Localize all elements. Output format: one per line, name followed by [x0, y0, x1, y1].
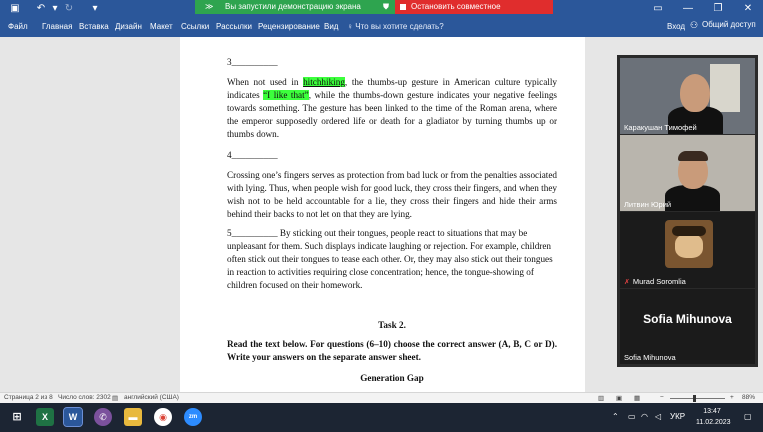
- excel-icon[interactable]: X: [36, 408, 54, 426]
- p1-text-a: When not used in: [227, 77, 304, 87]
- restore-button[interactable]: ❐: [713, 3, 723, 14]
- clock-time: 13:47: [703, 408, 721, 415]
- language-indicator[interactable]: английский (США): [124, 394, 179, 401]
- network-icon[interactable]: ▭: [628, 412, 636, 421]
- participant-tile[interactable]: [620, 135, 755, 211]
- system-clock[interactable]: [696, 406, 731, 428]
- person-icon: ⚇: [690, 20, 699, 30]
- zoom-slider[interactable]: [670, 398, 725, 399]
- redo-icon[interactable]: ↻: [64, 3, 74, 14]
- ribbon-tabs: [0, 17, 763, 37]
- sign-in-link[interactable]: Вход: [667, 22, 686, 31]
- task-heading: Task 2.: [378, 320, 406, 330]
- notifications-icon[interactable]: ▢: [744, 412, 752, 421]
- zoom-app-icon[interactable]: zm: [184, 408, 202, 426]
- p1-text-c: , while the thumbs-down gesture indicates your negative feelings towards something. The gesture has been linked to the time of the Roman arena, where the emperor supposedly ordered life or death for a gladiator by turning thumbs up or thumbs down.: [227, 90, 557, 139]
- tab-insert[interactable]: Вставка: [79, 22, 109, 31]
- word-count[interactable]: Число слов: 2302: [58, 394, 111, 401]
- volume-icon[interactable]: ◁: [655, 412, 662, 421]
- participant-tile[interactable]: [620, 212, 755, 288]
- document-page[interactable]: [180, 37, 585, 392]
- tab-mailings[interactable]: Рассылки: [216, 22, 252, 31]
- wifi-icon[interactable]: ◠: [641, 412, 648, 421]
- status-bar: [0, 392, 763, 403]
- highlight-i-like-that: “I like that”: [263, 90, 309, 100]
- wall-panel: [710, 64, 740, 112]
- viber-icon[interactable]: ✆: [94, 408, 112, 426]
- title-bar: [0, 0, 763, 17]
- mic-muted-icon: ✗: [624, 279, 630, 286]
- stop-share-label: Остановить совместное: [411, 2, 501, 11]
- collapse-icon[interactable]: ≫: [205, 2, 214, 11]
- stop-icon: [400, 4, 406, 10]
- ribbon-options-icon[interactable]: ▭: [653, 3, 663, 14]
- participant-tile[interactable]: [620, 58, 755, 134]
- avatar: [665, 220, 713, 268]
- task-instructions: Read the text below. For questions (6–10) choose the correct answer (A, B, C or D). Write your answers on the separate answer sheet.: [227, 339, 557, 362]
- participant-name: Murad Soromlia: [632, 277, 686, 286]
- minimize-button[interactable]: —: [683, 3, 693, 14]
- word-icon[interactable]: W: [64, 408, 82, 426]
- save-icon[interactable]: ▣: [10, 3, 20, 14]
- print-layout-icon[interactable]: ▣: [616, 395, 623, 402]
- share-button[interactable]: [690, 20, 756, 29]
- lightbulb-icon: ♀: [347, 22, 356, 31]
- zoom-slider-thumb[interactable]: [693, 395, 696, 402]
- tell-me-label: Что вы хотите сделать?: [355, 22, 444, 31]
- tab-home[interactable]: Главная: [42, 22, 73, 31]
- input-language[interactable]: УКР: [670, 412, 686, 421]
- file-explorer-icon[interactable]: ▬: [124, 408, 142, 426]
- participant-display-name: Sofia Mihunova: [643, 312, 732, 326]
- taskbar: [0, 403, 763, 432]
- read-mode-icon[interactable]: ▥: [598, 395, 605, 402]
- zoom-in-button[interactable]: +: [730, 394, 734, 401]
- tab-review[interactable]: Рецензирование: [258, 22, 320, 31]
- customize-toolbar-icon[interactable]: ▾: [92, 3, 98, 14]
- chrome-icon[interactable]: ◉: [154, 408, 172, 426]
- participant-name: Каракушан Тимофей: [624, 123, 697, 132]
- tab-references[interactable]: Ссылки: [181, 22, 210, 31]
- close-button[interactable]: ✕: [743, 3, 753, 14]
- screen-share-text: Вы запустили демонстрацию экрана: [225, 2, 361, 11]
- highlight-hitchhiking: hitchhiking: [303, 77, 345, 87]
- share-label: Общий доступ: [702, 20, 756, 29]
- paragraph-thumbs: [227, 76, 557, 141]
- proofing-icon[interactable]: ▤: [112, 395, 119, 402]
- participant-name: Литвин Юрий: [624, 200, 672, 209]
- tab-design[interactable]: Дизайн: [115, 22, 142, 31]
- question-3-label: 3__________: [227, 57, 278, 67]
- tab-file[interactable]: Файл: [8, 22, 28, 31]
- participant-tile[interactable]: [620, 289, 755, 364]
- web-layout-icon[interactable]: ▦: [634, 395, 641, 402]
- tab-view[interactable]: Вид: [324, 22, 339, 31]
- zoom-level[interactable]: 88%: [742, 394, 756, 401]
- tab-layout[interactable]: Макет: [150, 22, 173, 31]
- shield-icon: ⛊: [383, 2, 389, 11]
- paragraph-fingers: Crossing one’s fingers serves as protection from bad luck or from the penalties associated with lying. Thus, when people wish for good luck, they cross their fingers, and when they wish not to be held accountable for a lie, they cross their fingers and hide their arms behind their backs to not let on that they are lying.: [227, 170, 557, 219]
- clock-date: 11.02.2023: [696, 419, 731, 426]
- participant-name-row: [624, 277, 686, 286]
- participant-name: Sofia Mihunova: [624, 353, 676, 362]
- tell-me-search[interactable]: [347, 22, 444, 31]
- tray-chevron-icon[interactable]: ⌃: [612, 412, 619, 421]
- text-title: Generation Gap: [360, 373, 424, 383]
- undo-dropdown-icon[interactable]: ▾: [52, 3, 58, 14]
- question-4-label: 4__________: [227, 150, 278, 160]
- video-panel: [617, 55, 758, 367]
- windows-start-icon[interactable]: ⊞: [12, 411, 22, 423]
- screen-share-banner: [195, 0, 395, 14]
- p1-text-b: , the thumbs-up gesture in American culture typically indicates: [227, 77, 557, 100]
- page-counter[interactable]: Страница 2 из 8: [4, 394, 53, 401]
- paragraph-tongues: 5__________ By sticking out their tongues, people react to situations that may be unpleasant for them. Such displays indicate laughing or rejection. For example, children often stick out their tongues to tease each other. Or, they may also stick out their tongues in reaction to activities requiring close concentration; hence, the tongue-showing of children focused on their homework.: [227, 228, 553, 290]
- zoom-out-button[interactable]: −: [660, 394, 664, 401]
- undo-icon[interactable]: ↶: [36, 3, 46, 14]
- participant-face: [680, 74, 710, 112]
- stop-share-button[interactable]: [395, 0, 553, 14]
- participant-hair: [678, 151, 708, 161]
